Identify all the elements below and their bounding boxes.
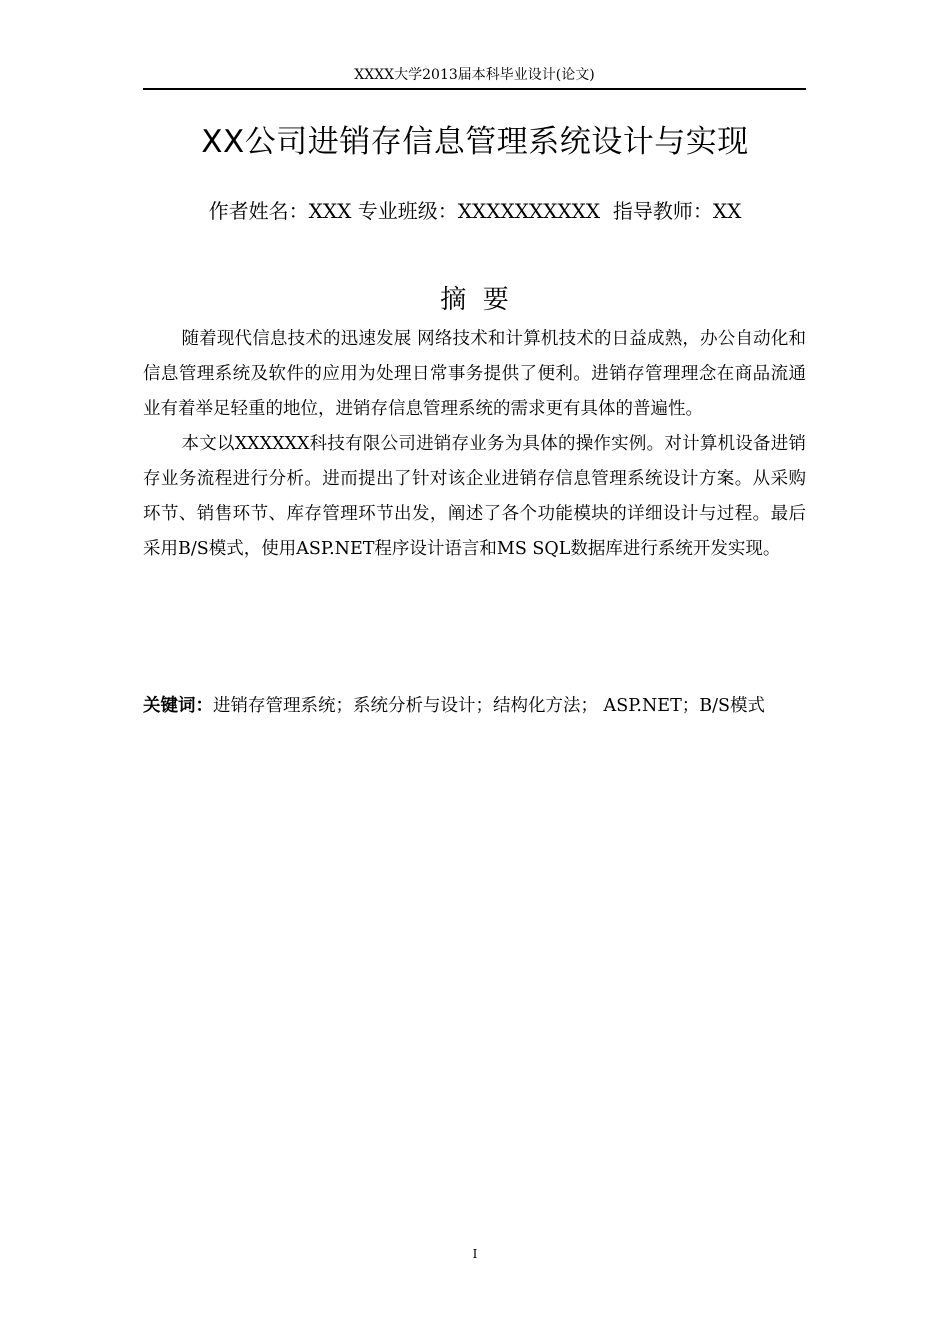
- keywords-text: 进销存管理系统；系统分析与设计；结构化方法； ASP.NET；B/S模式: [213, 696, 765, 716]
- abstract-paragraph-2: 本文以XXXXXX科技有限公司进销存业务为具体的操作实例。对计算机设备进销存业务流程进行分析。进而提出了针对该企业进销存信息管理系统设计方案。从采购环节、销售环节、库存管理环节出发，阐述了各个功能模块的详细设计与过程。最后采用B/S模式，使用ASP.NET程序设计语言和MS SQL数据库进行系统开发实现。: [143, 434, 806, 559]
- abstract-heading: 摘 要: [440, 285, 509, 315]
- header-rule: [143, 88, 806, 90]
- page-number: I: [472, 1247, 478, 1261]
- thesis-title: XX公司进销存信息管理系统设计与实现: [201, 124, 749, 160]
- keywords: [143, 689, 806, 724]
- author-info: 作者姓名：XXX 专业班级：XXXXXXXXXX 指导教师：XX: [208, 199, 742, 223]
- running-header: XXXX大学2013届本科毕业设计(论文): [354, 67, 595, 83]
- abstract-body: [143, 322, 806, 567]
- abstract-paragraph-1: 随着现代信息技术的迅速发展 网络技术和计算机技术的日益成熟，办公自动化和信息管理系统及软件的应用为处理日常事务提供了便利。进销存管理理念在商品流通业有着举足轻重的地位，进销存信息管理系统的需求更有具体的普遍性。: [143, 329, 806, 419]
- keywords-label: 关键词：: [143, 696, 213, 716]
